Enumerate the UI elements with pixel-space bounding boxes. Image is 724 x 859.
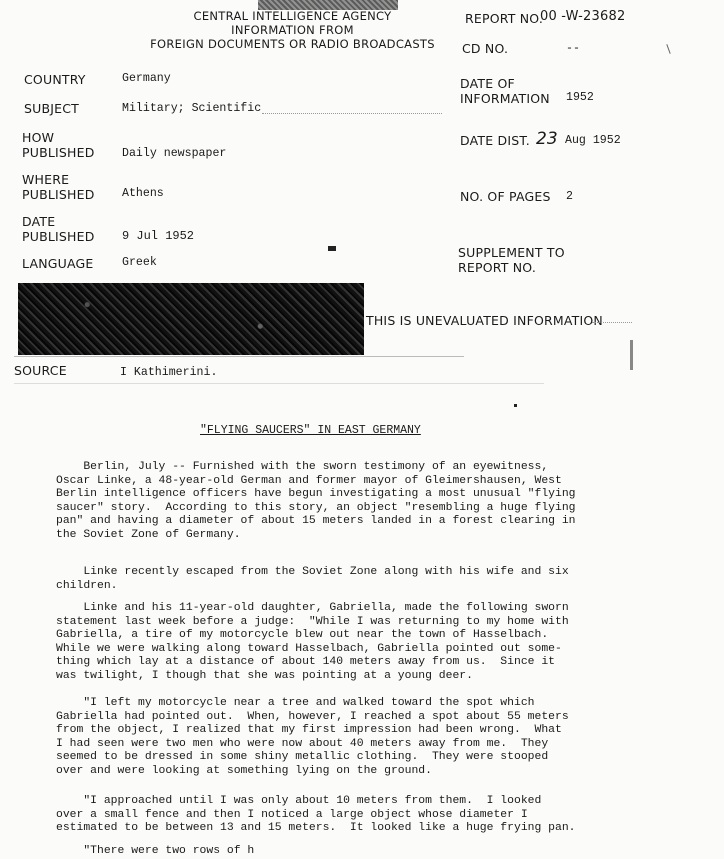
paragraph-3: Linke and his 11-year-old daughter, Gabriella, made the following sworn statement last week before a judge: "While I was returning to my home with Gabriella, a tire of my motorcycle blew out near the town of Hasselbach. While we were walking along toward Hasselbach, Gabriella pointed out some- thing which lay at a distance of about 140 meters away from us. Since it was twilight, I though that she was pointing at a young deer. (56, 602, 569, 682)
country-value: Germany (122, 72, 171, 85)
paragraph-2: Linke recently escaped from the Soviet Zone along with his wife and six children. (56, 566, 569, 592)
where-published-value: Athens (122, 187, 164, 200)
stray-mark (630, 340, 633, 370)
unevaluated-notice: THIS IS UNEVALUATED INFORMATION (366, 313, 603, 328)
source-value: I Kathimerini. (120, 366, 218, 379)
paragraph-6: "There were two rows of h (56, 845, 255, 857)
date-dist-day: 23 (536, 129, 558, 149)
section-divider (14, 356, 464, 357)
report-no-label: REPORT NO. (465, 11, 544, 26)
supplement-label: SUPPLEMENT TO REPORT NO. (458, 245, 565, 275)
language-label: LANGUAGE (22, 256, 94, 271)
source-line: FOREIGN DOCUMENTS OR RADIO BROADCASTS (150, 37, 435, 51)
subject-value: Military; Scientific (122, 102, 262, 115)
date-published-value: 9 Jul 1952 (122, 229, 195, 243)
subject-underline (262, 113, 442, 114)
country-label: COUNTRY (24, 72, 86, 87)
source-label: SOURCE (14, 363, 67, 378)
info-line: INFORMATION FROM (231, 23, 354, 37)
language-value: Greek (122, 256, 157, 269)
cd-no-value: -- (566, 42, 580, 55)
source-rule (14, 383, 544, 384)
no-of-pages-label: NO. OF PAGES (460, 189, 551, 204)
paragraph-5: "I approached until I was only about 10 meters from them. I looked over a small fence and then I noticed a large object whose diameter I estimated to be between 13 and 15 meters. It looked like a huge frying pan. (56, 795, 576, 835)
agency-name: CENTRAL INTELLIGENCE AGENCY (193, 9, 392, 23)
date-dist-label: DATE DIST. (460, 133, 530, 148)
cd-no-label: CD NO. (462, 41, 509, 56)
paragraph-1: Berlin, July -- Furnished with the sworn testimony of an eyewitness, Oscar Linke, a 48-year-old German and former mayor of Gleimershausen, West Berlin intelligence officers have begun investigating a most unusual "flying saucer" story. According to this story, an object "resembling a huge flying pan" and having a diameter of about 15 meters landed in a forest clearing in the Soviet Zone of Germany. (56, 461, 576, 541)
header-block (140, 9, 445, 51)
stray-mark (328, 246, 336, 251)
where-published-label: WHERE PUBLISHED (22, 172, 95, 202)
unevaluated-dots (592, 322, 632, 323)
report-no-value: 00 -W-23682 (540, 9, 626, 24)
paragraph-4: "I left my motorcycle near a tree and walked toward the spot which Gabriella had pointed out. When, however, I reached a spot about 55 meters from the object, I realized that my first impression had been wrong. What I had seen were two men who were now about 40 meters away from me. They seemed to be dressed in some shiny metallic clothing. They were stooped over and were looking at something lying on the ground. (56, 697, 569, 777)
date-dist-month-year: Aug 1952 (565, 134, 621, 147)
how-published-value: Daily newspaper (122, 147, 227, 160)
date-published-label: DATE PUBLISHED (22, 214, 95, 244)
date-of-info-value: 1952 (566, 91, 594, 104)
date-of-info-label: DATE OF INFORMATION (460, 76, 550, 106)
stray-mark (514, 404, 517, 407)
article-title: "FLYING SAUCERS" IN EAST GERMANY (200, 424, 421, 437)
how-published-label: HOW PUBLISHED (22, 130, 95, 160)
no-of-pages-value: 2 (566, 190, 573, 203)
redacted-block (18, 283, 364, 355)
stray-mark (666, 44, 670, 54)
subject-label: SUBJECT (24, 101, 80, 116)
